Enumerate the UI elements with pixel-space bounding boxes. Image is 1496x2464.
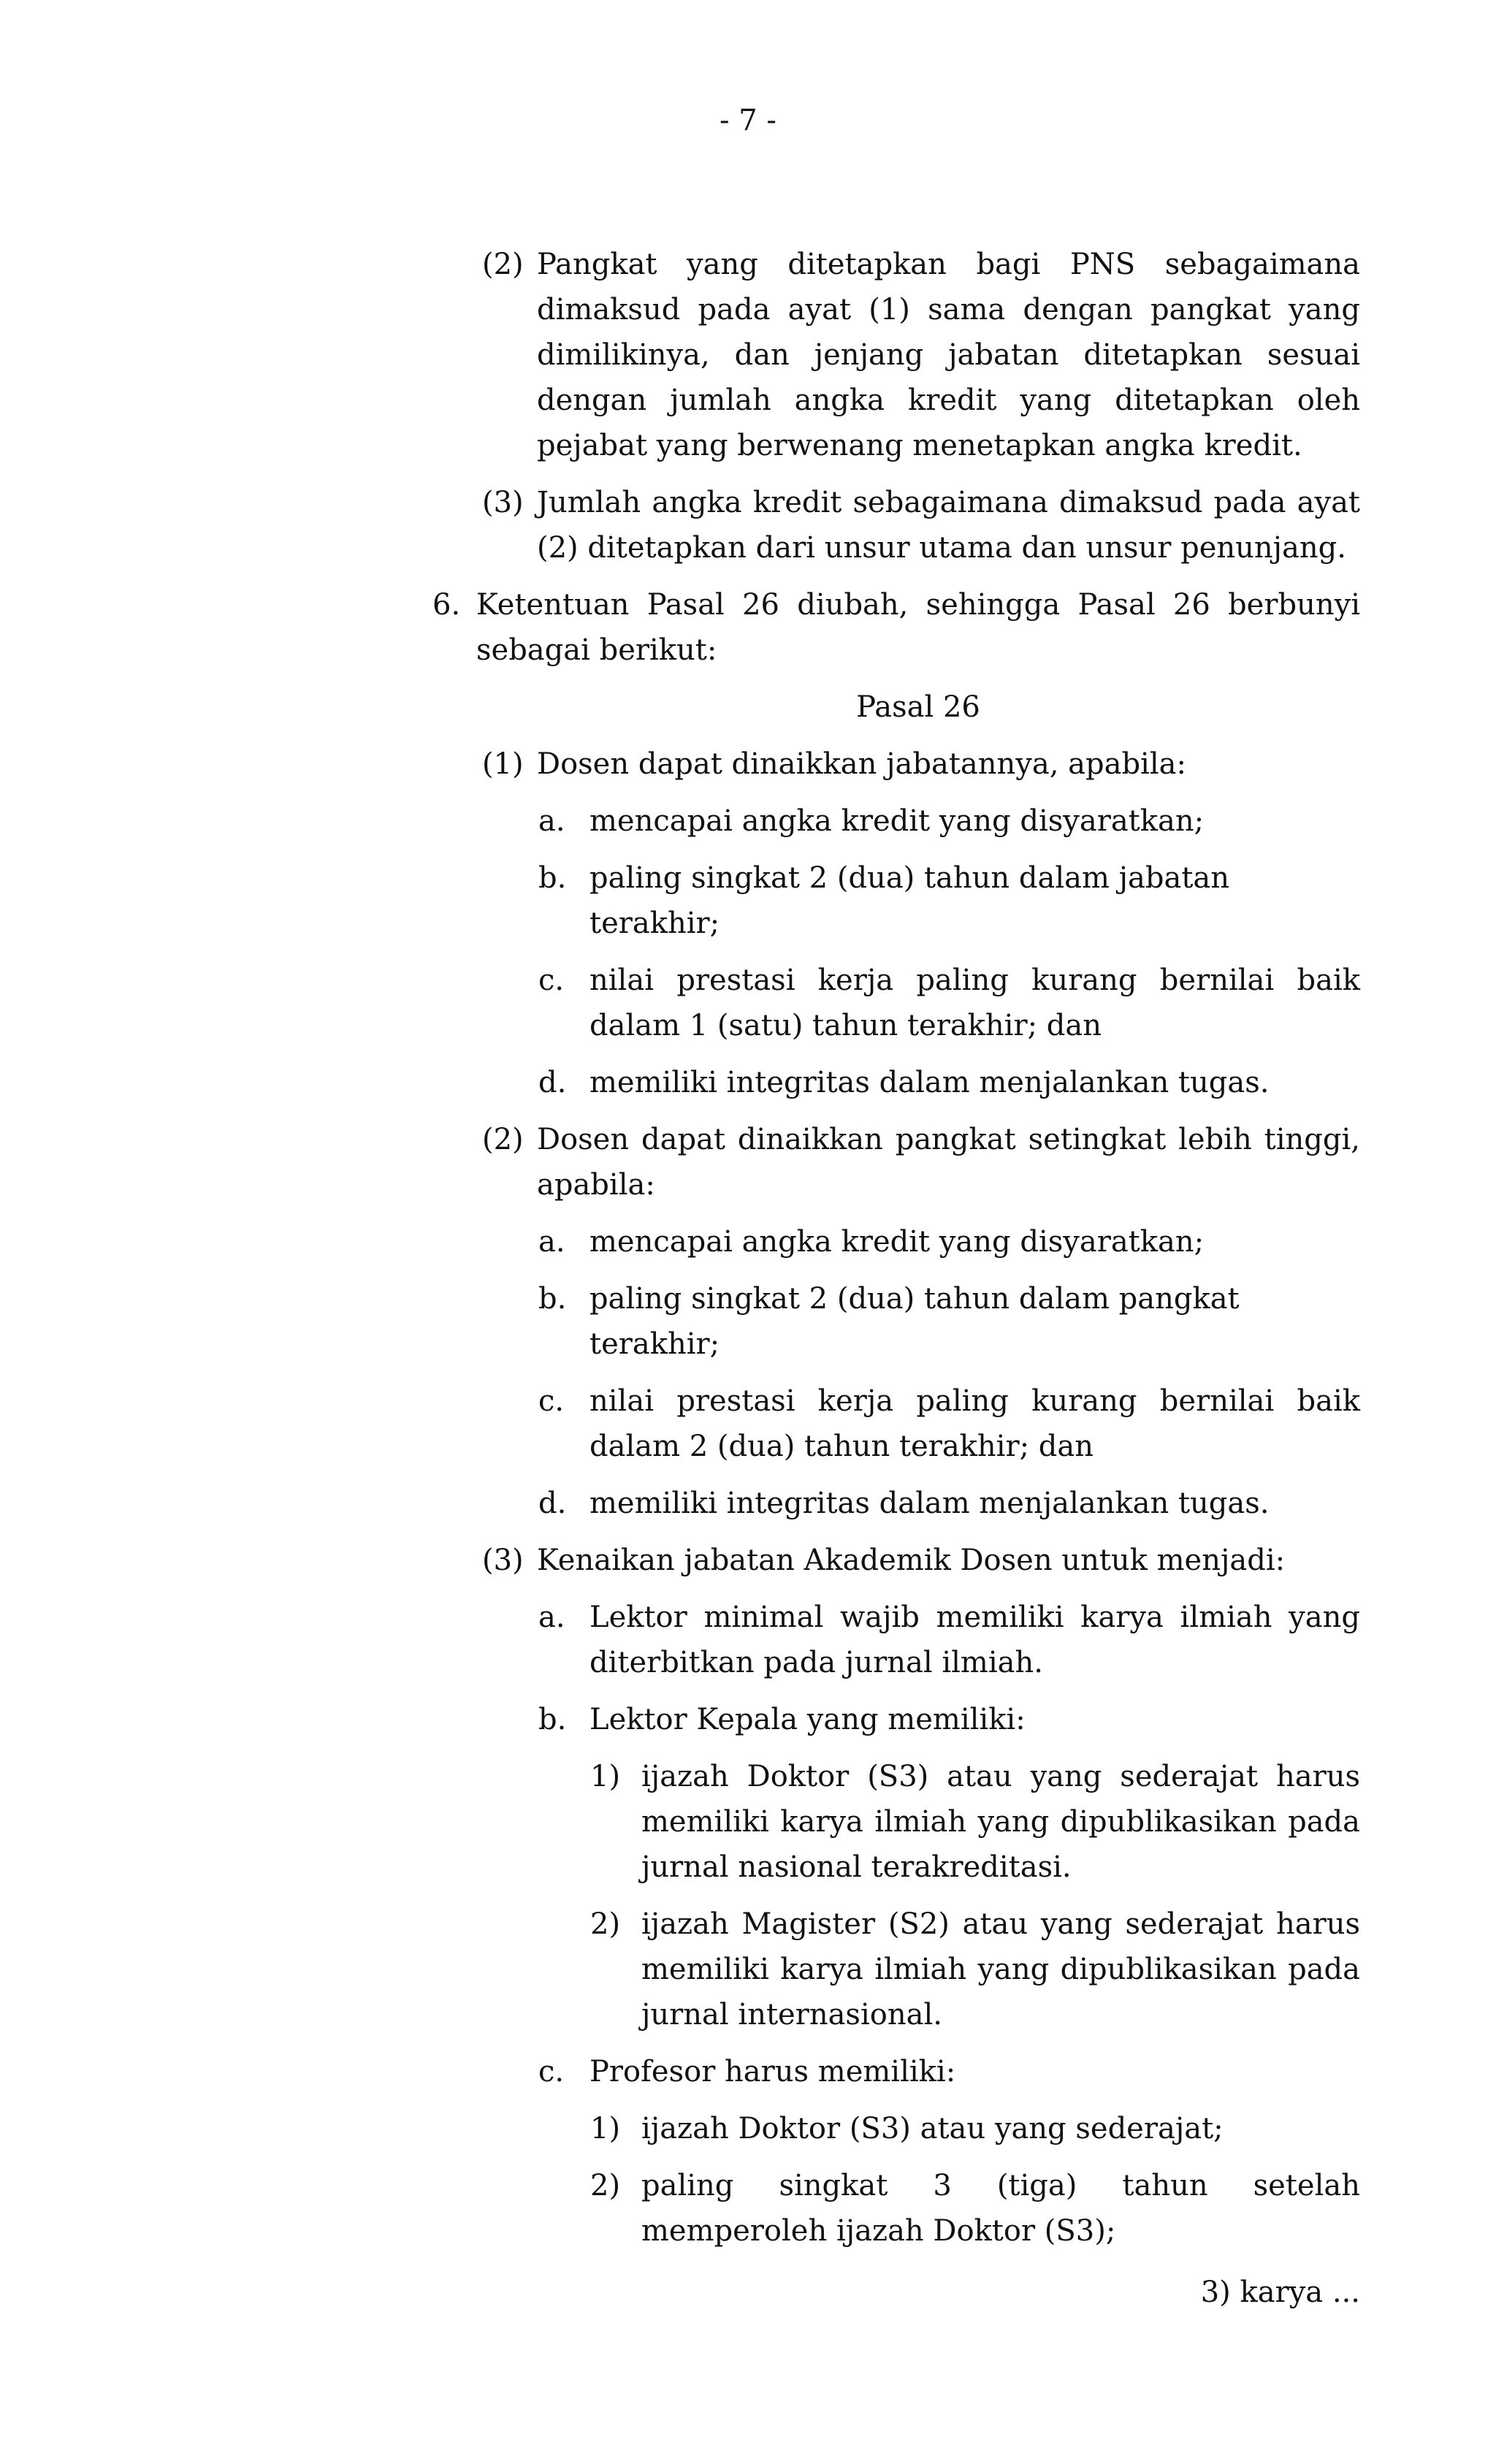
- item-text: paling singkat 2 (dua) tahun dalam jabatan terakhir;: [589, 861, 1230, 940]
- list-item: [0, 1276, 1496, 1367]
- list-item: [0, 855, 1496, 946]
- item-label: 1): [590, 1760, 621, 1793]
- list-item: [0, 1060, 1496, 1105]
- item-text: nilai prestasi kerja paling kurang bernilai baik dalam 2 (dua) tahun terakhir; dan: [589, 1384, 1360, 1463]
- item-label: 6.: [432, 588, 461, 622]
- list-item: [0, 1219, 1496, 1265]
- item-label: b.: [538, 861, 567, 895]
- item-text: Jumlah angka kredit sebagaimana dimaksud pada ayat (2) ditetapkan dari unsur utama dan unsur penunjang.: [537, 486, 1360, 565]
- item-label: d.: [538, 1487, 567, 1520]
- item-label: a.: [538, 804, 565, 838]
- item-text: ijazah Magister (S2) atau yang sederajat harus memiliki karya ilmiah yang dipublikasikan pada jurnal internasional.: [641, 1907, 1360, 2032]
- item-label: c.: [538, 2055, 565, 2089]
- item-text: ijazah Doktor (S3) atau yang sederajat;: [641, 2112, 1224, 2145]
- article-heading: Pasal 26: [856, 690, 980, 724]
- item-text: Dosen dapat dinaikkan pangkat setingkat lebih tinggi, apabila:: [537, 1123, 1360, 1202]
- list-item: [0, 1481, 1496, 1526]
- item-text: memiliki integritas dalam menjalankan tugas.: [589, 1487, 1270, 1520]
- item-label: c.: [538, 1384, 565, 1418]
- page-number: - 7 -: [720, 104, 776, 137]
- item-label: c.: [538, 964, 565, 997]
- item-label: (3): [482, 486, 524, 519]
- item-label: (3): [482, 1544, 524, 1577]
- item-label: b.: [538, 1282, 567, 1316]
- item-text: Lektor minimal wajib memiliki karya ilmiah yang diterbitkan pada jurnal ilmiah.: [589, 1601, 1360, 1679]
- ayat-2-kenaikan-pangkat: [0, 1117, 1496, 1208]
- sub-list-item: [0, 2163, 1496, 2254]
- item-text: Profesor harus memiliki:: [589, 2055, 956, 2089]
- item-label: 2): [590, 2169, 621, 2202]
- ayat-1-kenaikan-jabatan: [0, 741, 1496, 787]
- sub-list-item: [0, 1902, 1496, 2037]
- item-label: a.: [538, 1601, 565, 1634]
- amendment-item-6: [0, 582, 1496, 673]
- item-text: Dosen dapat dinaikkan jabatannya, apabila:: [537, 747, 1186, 781]
- item-text: Pangkat yang ditetapkan bagi PNS sebagaimana dimaksud pada ayat (1) sama dengan pangkat yang dimilikinya, dan jenjang jabatan ditetapkan sesuai dengan jumlah angka kredit yang ditetapkan oleh pejabat yang berwenang menetapkan angka kredit.: [537, 248, 1360, 462]
- item-text: Kenaikan jabatan Akademik Dosen untuk menjadi:: [537, 1544, 1286, 1577]
- list-item: [0, 958, 1496, 1048]
- document-body: [0, 242, 1496, 2315]
- item-label: a.: [538, 1225, 565, 1259]
- sub-list-item: [0, 2106, 1496, 2151]
- item-text: Lektor Kepala yang memiliki:: [589, 1703, 1026, 1736]
- list-item: [0, 1697, 1496, 1742]
- item-label: (1): [482, 747, 524, 781]
- item-text: Ketentuan Pasal 26 diubah, sehingga Pasal 26 berbunyi sebagai berikut:: [476, 588, 1360, 667]
- continuation-catchword: 3) karya ...: [1200, 2276, 1360, 2309]
- sub-list-item: [0, 1754, 1496, 1890]
- item-text: nilai prestasi kerja paling kurang bernilai baik dalam 1 (satu) tahun terakhir; dan: [589, 964, 1360, 1042]
- item-label: b.: [538, 1703, 567, 1736]
- list-item: [0, 1378, 1496, 1469]
- list-item: [0, 1595, 1496, 1685]
- item-text: paling singkat 3 (tiga) tahun setelah memperoleh ijazah Doktor (S3);: [641, 2169, 1360, 2248]
- list-item: [0, 2049, 1496, 2094]
- item-text: memiliki integritas dalam menjalankan tugas.: [589, 1066, 1270, 1099]
- list-item: [0, 798, 1496, 844]
- item-text: ijazah Doktor (S3) atau yang sederajat harus memiliki karya ilmiah yang dipublikasikan pada jurnal nasional terakreditasi.: [641, 1760, 1360, 1884]
- item-label: (2): [482, 248, 524, 281]
- item-text: paling singkat 2 (dua) tahun dalam pangkat terakhir;: [589, 1282, 1240, 1361]
- item-label: d.: [538, 1066, 567, 1099]
- ayat-3-jumlah-angka-kredit: [0, 480, 1496, 571]
- item-label: 2): [590, 1907, 621, 1941]
- item-text: mencapai angka kredit yang disyaratkan;: [589, 804, 1205, 838]
- ayat-3-kenaikan-jabatan-akademik: [0, 1538, 1496, 1583]
- ayat-2-pangkat: [0, 242, 1496, 468]
- item-label: (2): [482, 1123, 524, 1156]
- item-text: mencapai angka kredit yang disyaratkan;: [589, 1225, 1205, 1259]
- item-label: 1): [590, 2112, 621, 2145]
